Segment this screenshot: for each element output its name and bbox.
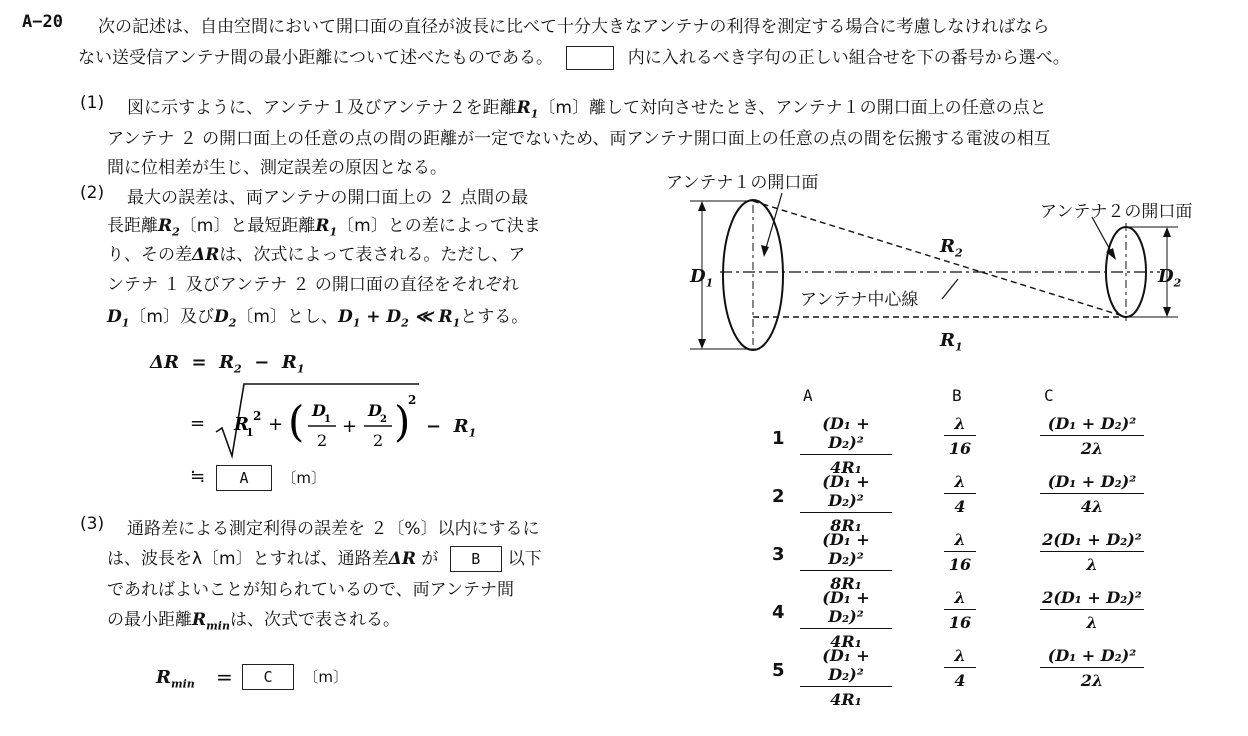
choice-b-fraction	[944, 646, 976, 690]
rmin-label: $R_{min}$	[156, 667, 195, 691]
item3-line2: は、波長をλ〔m〕とすれば、通路差ΔR が B 以下	[107, 544, 542, 572]
intro-line-2a: ない送受信アンテナ間の最小距離について述べたものである。	[78, 48, 553, 68]
choice-c-fraction	[1040, 472, 1144, 516]
choice-b-fraction	[944, 472, 976, 516]
fraction-denominator: 4	[954, 497, 966, 516]
formula-equals: =	[190, 413, 206, 434]
fraction-denominator: 16	[948, 613, 972, 632]
label-d2: $D_2$	[1158, 266, 1182, 290]
choice-a-fraction	[800, 414, 892, 477]
svg-text:(: (	[288, 397, 305, 446]
choice-a-fraction	[800, 588, 892, 651]
item2-line3: り、その差ΔRは、次式によって表される。ただし、ア	[107, 245, 526, 265]
fraction-denominator: 16	[948, 439, 972, 458]
svg-text:2: 2	[317, 431, 328, 450]
fraction-denominator: λ	[1086, 613, 1098, 632]
svg-text:): )	[394, 397, 411, 446]
svg-text:+: +	[342, 416, 358, 437]
fraction-denominator: 4R₁	[830, 690, 862, 709]
fraction-denominator: 8R₁	[830, 516, 862, 535]
svg-text:D: D	[312, 401, 326, 420]
choice-b-fraction	[944, 414, 976, 458]
question-number: A−20	[22, 12, 63, 32]
choice-b-fraction	[944, 530, 976, 574]
box-a: A	[216, 465, 272, 491]
item2-line2: 長距離$R_2$〔m〕と最短距離$R_1$〔m〕との差によって決ま	[107, 216, 541, 239]
fraction-numerator: λ	[944, 588, 976, 610]
fraction-numerator: (D₁ + D₂)²	[800, 588, 892, 629]
col-header-a: A	[803, 386, 813, 405]
fraction-numerator: 2(D₁ + D₂)²	[1040, 588, 1144, 610]
item1-line1	[127, 93, 1047, 120]
fraction-denominator: 4R₁	[830, 458, 862, 477]
formula-answer-a	[216, 465, 326, 491]
svg-text:R: R	[234, 414, 249, 435]
rmin-answer-c	[242, 664, 348, 690]
svg-text:1: 1	[324, 414, 331, 425]
item3-line3: であればよいことが知られているので、両アンテナ間	[107, 580, 514, 600]
choice-a-fraction	[800, 646, 892, 709]
formula-approx: ≒	[190, 466, 206, 487]
choice-c-fraction	[1040, 588, 1144, 632]
item1-line2: アンテナ ２ の開口面上の任意の点の間の距離が一定でないため、両アンテナ開口面上の任意の点の間を伝搬する電波の相互	[107, 129, 1051, 149]
fraction-denominator: 4R₁	[830, 632, 862, 651]
choice-number: 2	[772, 486, 785, 507]
item2-label: (2)	[80, 183, 105, 203]
unit-c: 〔m〕	[303, 668, 349, 686]
choice-c-fraction	[1040, 414, 1144, 458]
choice-c-fraction	[1040, 646, 1144, 690]
fraction-numerator: λ	[944, 414, 976, 436]
item1-line1a: 図に示すように、アンテナ１及びアンテナ２を距離	[127, 98, 517, 118]
fraction-numerator: (D₁ + D₂)²	[1040, 414, 1144, 436]
item3-line1: 通路差による測定利得の誤差を ２〔%〕以内にするに	[127, 519, 540, 539]
choice-number: 1	[772, 428, 785, 449]
fraction-numerator: λ	[944, 530, 976, 552]
fraction-denominator: 4	[954, 671, 966, 690]
fraction-numerator: λ	[944, 472, 976, 494]
col-header-b: B	[952, 386, 962, 405]
svg-text:+: +	[268, 414, 284, 435]
box-b: B	[450, 546, 502, 572]
item3-label: (3)	[80, 514, 105, 534]
fraction-denominator: 8R₁	[830, 574, 862, 593]
item1-label: (1)	[80, 93, 105, 113]
sqrt-formula	[214, 380, 424, 460]
item1-line1b: 〔m〕離して対向させたとき、アンテナ１の開口面上の任意の点と	[538, 98, 1047, 118]
formula-line1: $\Delta R = R_2 - R_1$	[150, 352, 305, 376]
fraction-numerator: (D₁ + D₂)²	[800, 472, 892, 513]
col-header-c: C	[1044, 386, 1054, 405]
intro-line-2b: 内に入れるべき字句の正しい組合せを下の番号から選べ。	[627, 48, 1070, 68]
rmin-equals: =	[216, 665, 233, 689]
label-r2: $R_2$	[940, 236, 963, 260]
fraction-denominator: 2λ	[1080, 671, 1104, 690]
item3-line4: の最小距離$R_{min}$は、次式で表される。	[107, 610, 400, 633]
svg-text:2: 2	[253, 409, 262, 423]
label-d1: $D_1$	[690, 266, 714, 290]
item2-line5: $D_1$〔m〕及び$D_2$〔m〕とし、$D_1 + D_2$ ≪ $R_1$とする。	[107, 307, 529, 330]
choice-b-fraction	[944, 588, 976, 632]
fraction-numerator: (D₁ + D₂)²	[800, 646, 892, 687]
fraction-denominator: 16	[948, 555, 972, 574]
fraction-numerator: (D₁ + D₂)²	[1040, 646, 1144, 668]
svg-text:D: D	[368, 401, 382, 420]
label-antenna1-aperture: アンテナ１の開口面	[666, 173, 819, 193]
box-c: C	[242, 664, 294, 690]
label-center-line: アンテナ中心線	[800, 290, 919, 310]
fraction-denominator: 4λ	[1080, 497, 1104, 516]
choice-number: 5	[772, 660, 785, 681]
fraction-numerator: (D₁ + D₂)²	[800, 530, 892, 571]
svg-text:1: 1	[246, 426, 254, 439]
fraction-numerator: (D₁ + D₂)²	[800, 414, 892, 455]
svg-text:2: 2	[380, 414, 387, 425]
blank-box	[566, 46, 614, 70]
choice-a-fraction	[800, 472, 892, 535]
unit-a: 〔m〕	[281, 469, 327, 487]
svg-text:2: 2	[373, 431, 384, 450]
fraction-numerator: (D₁ + D₂)²	[1040, 472, 1144, 494]
item2-line1: 最大の誤差は、両アンテナの開口面上の ２ 点間の最	[127, 188, 529, 208]
intro-line-1: 次の記述は、自由空間において開口面の直径が波長に比べて十分大きなアンテナの利得を測定する場合に考慮しなければなら	[98, 17, 1050, 37]
formula-minus-r1: − $R_1$	[426, 416, 477, 440]
intro-line-2	[78, 43, 1070, 70]
item1-line3: 間に位相差が生じ、測定誤差の原因となる。	[107, 158, 447, 178]
svg-text:2: 2	[408, 393, 417, 407]
fraction-numerator: 2(D₁ + D₂)²	[1040, 530, 1144, 552]
label-r1: $R_1$	[940, 330, 963, 354]
r1-symbol: $R_1$	[516, 98, 539, 121]
item2-line4: ンテナ １ 及びアンテナ ２ の開口面の直径をそれぞれ	[107, 275, 519, 295]
choice-a-fraction	[800, 530, 892, 593]
fraction-numerator: λ	[944, 646, 976, 668]
label-antenna2-aperture: アンテナ２の開口面	[1040, 202, 1193, 222]
choice-number: 4	[772, 602, 785, 623]
fraction-denominator: λ	[1086, 555, 1098, 574]
choice-number: 3	[772, 544, 785, 565]
fraction-denominator: 2λ	[1080, 439, 1104, 458]
choice-c-fraction	[1040, 530, 1144, 574]
